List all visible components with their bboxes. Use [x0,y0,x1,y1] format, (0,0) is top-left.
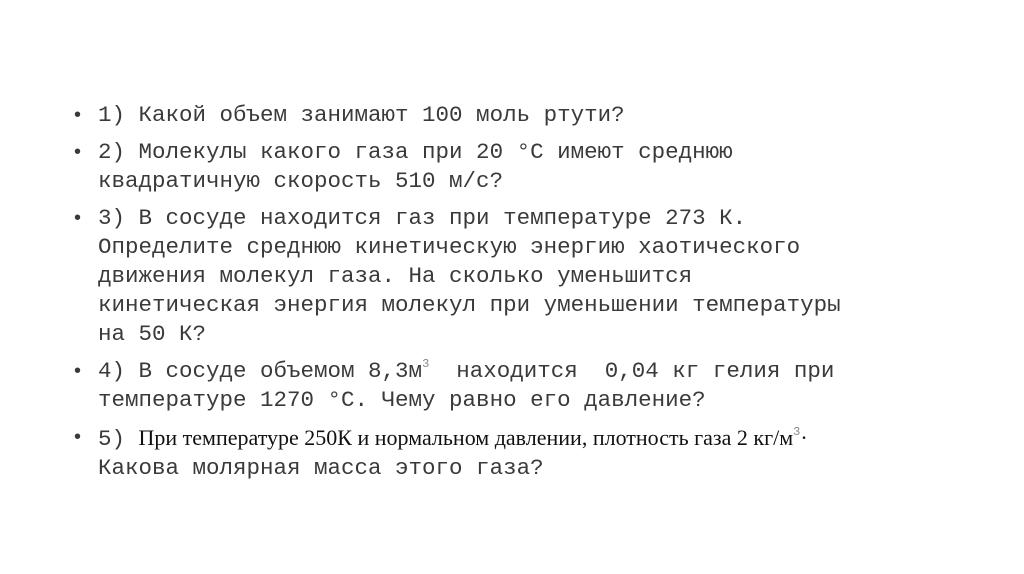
question-4-text-end: находится 0,04 кг гелия при температуре 1270 °С. Чему равно его давление? [98,358,835,413]
question-list [72,101,972,491]
question-1-text: 1) Какой объем занимают 100 моль ртути? [98,102,625,128]
superscript-cubed: 3 [422,357,430,371]
question-3 [72,204,972,349]
bullet: • [74,360,82,382]
question-2 [72,138,972,196]
question-5-rest: Какова молярная масса этого газа? [98,455,544,481]
bullet: • [74,207,82,229]
question-5-serif-text: При температуре 250К и нормальном давлении, плотность газа 2 кг/м [138,425,794,450]
question-4-text-start: 4) В сосуде объемом 8,3м [98,358,423,384]
question-2-text: 2) Молекулы какого газа при 20 °С имеют среднюю квадратичную скорость 510 м/с? [98,139,733,194]
superscript-cubed: 3 [793,425,801,439]
question-4 [72,357,972,415]
bullet: • [74,426,82,448]
question-3-text: 3) В сосуде находится газ при температуре 273 К. Определите среднюю кинетическую энергию хаотического движения молекул газа. На сколько уменьшится кинетическая энергия молекул при уменьшении температуры на 50 К? [98,205,841,347]
question-1 [72,101,972,130]
bullet: • [74,104,82,126]
question-5-dot: · [800,425,808,450]
bullet: • [74,141,82,163]
question-5-prefix: 5) [98,426,139,452]
question-5 [72,423,972,483]
